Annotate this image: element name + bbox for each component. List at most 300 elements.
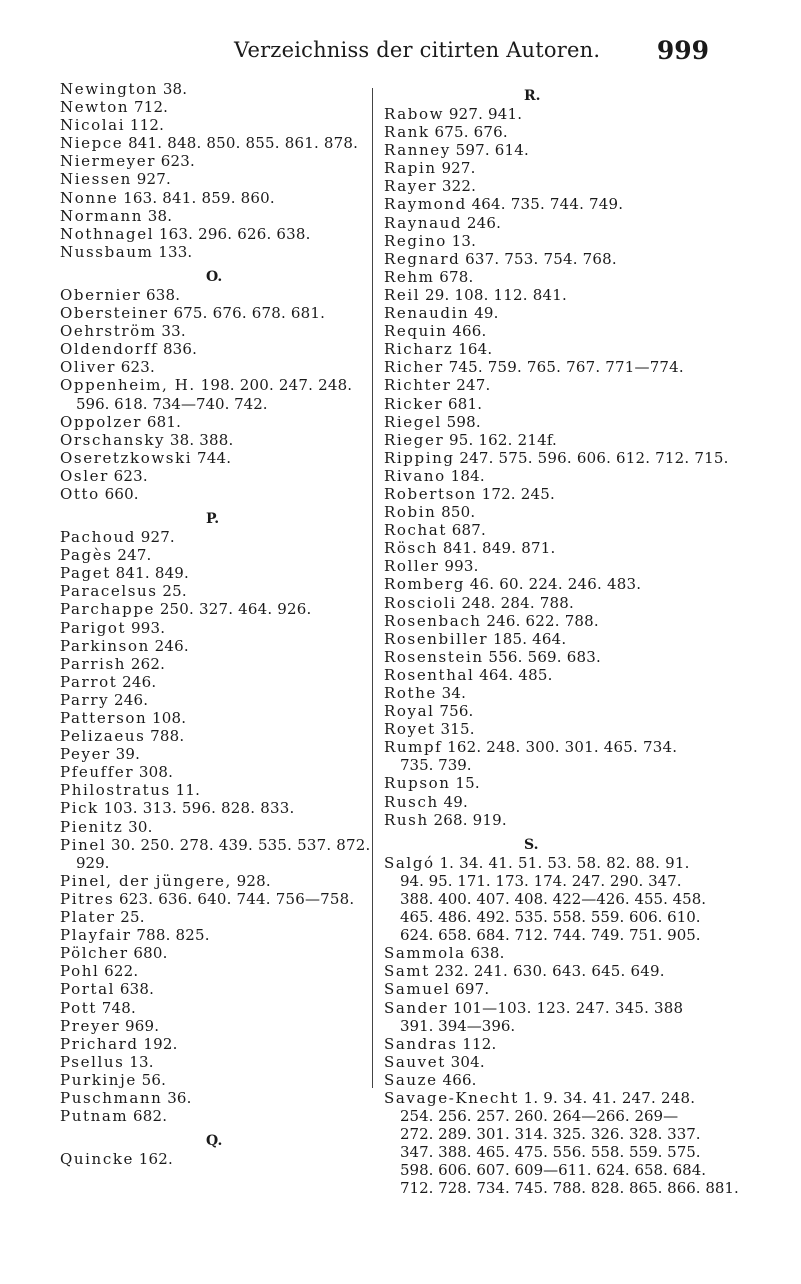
index-entry — [60, 431, 365, 449]
author-name: Pölcher — [60, 944, 129, 963]
index-entry — [384, 304, 744, 322]
author-name: Obernier — [60, 285, 142, 304]
index-entry — [60, 189, 365, 207]
page-references: 927. — [140, 528, 175, 547]
page-references: 163. 841. 859. 860. — [123, 188, 275, 207]
author-name: Samt — [384, 962, 430, 981]
page-references: 49. — [443, 792, 468, 811]
index-entry — [384, 557, 744, 575]
author-name: Portal — [60, 980, 116, 999]
index-entry — [60, 637, 365, 655]
author-name: Nussbaum — [60, 242, 154, 261]
page-references: 678. — [439, 267, 474, 286]
page-references: 623. — [113, 466, 148, 485]
index-entry — [60, 655, 365, 673]
index-entry — [384, 105, 744, 123]
index-entry — [60, 1053, 365, 1071]
index-entry — [384, 1071, 744, 1089]
author-name: Ricker — [384, 394, 444, 413]
author-name: Pienitz — [60, 817, 124, 836]
author-name: Pitres — [60, 889, 115, 908]
author-name: Putnam — [60, 1107, 129, 1126]
author-name: Reil — [384, 285, 421, 304]
author-name: Rumpf — [384, 738, 443, 757]
index-entry — [384, 503, 744, 521]
index-entry — [60, 673, 365, 691]
index-entry — [384, 232, 744, 250]
index-column-right — [384, 80, 744, 1198]
index-entry — [60, 962, 365, 980]
page-references: 184. — [450, 466, 485, 485]
page-references: 268. 919. — [433, 810, 507, 829]
index-entry — [384, 123, 744, 141]
index-entry — [60, 818, 365, 836]
index-entry — [384, 214, 744, 232]
page-references: 623. 636. 640. 744. 756—758. — [119, 889, 355, 908]
author-name: Rosenstein — [384, 647, 484, 666]
author-name: Parigot — [60, 618, 127, 637]
index-entry — [60, 546, 365, 564]
page-references: 623. — [160, 152, 195, 171]
author-name: Nicolai — [60, 116, 126, 135]
index-entry — [384, 944, 744, 962]
page-references: 638. — [146, 285, 181, 304]
index-entry — [60, 745, 365, 763]
author-name: Newington — [60, 80, 159, 98]
index-entry — [384, 854, 744, 872]
index-entry — [60, 449, 365, 467]
author-name: Savage-Knecht — [384, 1088, 519, 1107]
index-entry — [60, 134, 365, 152]
author-name: Raynaud — [384, 213, 463, 232]
index-column-left — [60, 80, 371, 1169]
author-name: Parrot — [60, 672, 118, 691]
index-entry — [384, 774, 744, 792]
page-references: 30. — [128, 817, 153, 836]
page-references: 13. — [129, 1052, 154, 1071]
index-entry — [60, 286, 365, 304]
author-name: Rabow — [384, 105, 445, 123]
page-references-continued: 388. 400. 407. 408. 422—426. 455. 458. — [400, 889, 707, 908]
page-references-continued: 712. 728. 734. 745. 788. 828. 865. 866. 881. — [400, 1179, 739, 1198]
author-name: Roscioli — [384, 593, 457, 612]
index-entry — [60, 980, 365, 998]
author-name: Patterson — [60, 709, 148, 727]
page-references: 681. — [448, 394, 483, 413]
page-references: 38. — [147, 206, 173, 225]
index-entry — [384, 980, 744, 998]
page-references: 637. 753. 754. 768. — [465, 249, 617, 268]
page-references-continued: 596. 618. 734—740. 742. — [76, 394, 268, 413]
page-references: 49. — [474, 304, 499, 323]
author-name: Rösch — [384, 539, 439, 558]
index-entry — [384, 358, 744, 376]
index-entry — [60, 170, 365, 188]
index-entry — [60, 243, 365, 261]
index-entry — [384, 999, 744, 1017]
author-name: Pick — [60, 799, 99, 818]
page-references: 103. 313. 596. 828. 833. — [103, 799, 295, 818]
page-references: 112. — [462, 1034, 497, 1053]
page-references: 248. 284. 788. — [461, 593, 574, 612]
index-entry — [60, 763, 365, 781]
author-name: Rosenbach — [384, 611, 482, 630]
author-name: Robin — [384, 503, 437, 522]
author-name: Riegel — [384, 412, 442, 431]
index-entry — [60, 727, 365, 745]
index-entry — [384, 612, 744, 630]
author-name: Niessen — [60, 170, 132, 189]
index-entry — [60, 413, 365, 431]
section-letter: R. — [524, 88, 541, 104]
author-name: Sandras — [384, 1034, 458, 1053]
page-references: 185. 464. — [492, 629, 567, 648]
page-references: 597. 614. — [455, 141, 530, 160]
page-references: 675. 676. 678. 681. — [173, 304, 326, 323]
page-references: 108. — [152, 709, 187, 727]
page-references: 25. — [120, 908, 145, 927]
page-references: 598. — [446, 412, 481, 431]
page-references: 112. — [129, 116, 165, 135]
index-entry — [60, 304, 365, 322]
author-name: Pfeuffer — [60, 763, 135, 782]
page-references: 464. 735. 744. 749. — [471, 195, 624, 214]
page-references: 927. 941. — [448, 105, 523, 123]
index-entry — [384, 1035, 744, 1053]
page-references: 969. — [125, 1016, 160, 1035]
author-name: Purkinje — [60, 1070, 137, 1089]
page-references: 246. — [466, 213, 502, 232]
author-name: Rosenbiller — [384, 629, 489, 648]
index-entry — [384, 630, 744, 648]
page-references-continued: 465. 486. 492. 535. 558. 559. 606. 610. — [400, 908, 701, 927]
index-entry — [60, 908, 365, 926]
index-entry — [384, 702, 744, 720]
author-name: Renaudin — [384, 304, 470, 323]
page-references: 993. — [130, 618, 166, 637]
index-entry — [384, 720, 744, 738]
section-letter: O. — [206, 268, 223, 285]
page-references: 660. — [104, 484, 139, 503]
author-name: Niepce — [60, 134, 124, 153]
author-name: Rosenthal — [384, 665, 475, 684]
author-name: Parkinson — [60, 636, 150, 655]
page-references: 687. — [451, 521, 486, 540]
author-name: Preyer — [60, 1016, 121, 1035]
page-references: 756. — [439, 702, 474, 721]
index-entry — [60, 926, 365, 944]
index-entry — [384, 286, 744, 304]
author-name: Playfair — [60, 926, 132, 945]
page-references: 850. — [441, 503, 476, 522]
author-name: Normann — [60, 206, 144, 225]
page-references: 1. 34. 41. 51. 53. 58. 82. 88. 91. — [439, 853, 690, 872]
author-name: Parry — [60, 690, 110, 709]
author-name: Robertson — [384, 484, 477, 503]
author-name: Niermeyer — [60, 152, 156, 171]
page-references: 162. 248. 300. 301. 465. 734. — [447, 738, 678, 757]
index-entry — [60, 709, 365, 727]
page-references: 198. 200. 247. 248. — [200, 376, 353, 395]
author-name: Regnard — [384, 249, 461, 268]
page-references: 638. — [470, 944, 505, 963]
running-title: Verzeichniss der citirten Autoren. — [234, 38, 601, 62]
section-letter: S. — [524, 836, 539, 853]
author-name: Samuel — [384, 980, 451, 999]
page-references: 304. — [450, 1052, 485, 1071]
index-entry — [384, 177, 744, 195]
page-references: 38. 388. — [169, 430, 234, 449]
index-entry — [60, 1089, 365, 1107]
page-references: 29. 108. 112. 841. — [424, 285, 567, 304]
author-name: Royal — [384, 702, 435, 721]
author-name: Oppolzer — [60, 412, 143, 431]
author-name: Pinel — [60, 835, 107, 854]
author-name: Plater — [60, 908, 116, 927]
index-entry — [60, 358, 365, 376]
page-references-continued: 272. 289. 301. 314. 325. 326. 328. 337. — [400, 1125, 701, 1144]
page-references: 162. — [138, 1150, 173, 1169]
page-references: 38. — [162, 80, 188, 98]
index-entry — [384, 521, 744, 539]
page-header — [0, 36, 801, 70]
page-references: 927. — [136, 170, 171, 189]
index-entry — [384, 449, 744, 467]
author-name: Rivano — [384, 466, 446, 485]
page-references: 133. — [158, 242, 193, 261]
index-entry — [384, 594, 744, 612]
page-references-continued: 624. 658. 684. 712. 744. 749. 751. 905. — [400, 926, 701, 945]
index-entry — [384, 485, 744, 503]
page-references: 841. 849. 871. — [442, 539, 556, 558]
page-references-continued: 735. 739. — [400, 756, 472, 775]
page-references: 556. 569. 683. — [488, 647, 601, 666]
author-name: Richer — [384, 358, 444, 377]
author-name: Sammola — [384, 944, 466, 963]
page-references: 36. — [167, 1088, 192, 1107]
page-references: 11. — [175, 781, 201, 800]
page-references: 745. 759. 765. 767. 771—774. — [448, 358, 684, 377]
index-entry — [60, 564, 365, 582]
index-entry — [384, 738, 744, 756]
page-references-continued: 254. 256. 257. 260. 264—266. 269— — [400, 1107, 679, 1126]
page-references: 1. 9. 34. 41. 247. 248. — [523, 1088, 696, 1107]
page-references: 46. 60. 224. 246. 483. — [469, 575, 642, 594]
author-name: Sauze — [384, 1070, 438, 1089]
author-name: Requin — [384, 322, 448, 341]
index-entry — [60, 691, 365, 709]
author-name: Quincke — [60, 1150, 134, 1169]
index-entry — [60, 890, 365, 908]
index-entry — [384, 684, 744, 702]
page-references: 34. — [441, 684, 467, 702]
author-name: Philostratus — [60, 781, 171, 800]
author-name: Otto — [60, 484, 100, 503]
section-letter: Q. — [206, 1133, 223, 1150]
index-entry — [384, 141, 744, 159]
author-name: Psellus — [60, 1052, 125, 1071]
index-entry — [60, 98, 365, 116]
author-name: Orschansky — [60, 430, 166, 449]
author-name: Sander — [384, 998, 449, 1017]
author-name: Peyer — [60, 745, 111, 764]
author-name: Rush — [384, 810, 429, 829]
page-references-continued: 598. 606. 607. 609—611. 624. 658. 684. — [400, 1161, 707, 1180]
index-entry — [384, 811, 744, 829]
page-references: 246. — [113, 690, 149, 709]
index-entry — [60, 619, 365, 637]
page-references: 680. — [133, 944, 168, 963]
index-entry — [60, 1035, 365, 1053]
page-references: 697. — [455, 980, 490, 999]
index-entry — [384, 195, 744, 213]
index-entry — [60, 1071, 365, 1089]
index-entry — [384, 376, 744, 394]
index-entry — [60, 1150, 365, 1168]
page-references-continued: 94. 95. 171. 173. 174. 247. 290. 347. — [400, 871, 682, 890]
author-name: Pinel, der jüngere, — [60, 871, 232, 890]
index-entry — [384, 539, 744, 557]
index-entry — [60, 376, 365, 394]
index-entry — [384, 575, 744, 593]
author-name: Oppenheim, H. — [60, 376, 196, 395]
index-entry — [384, 159, 744, 177]
index-entry — [60, 872, 365, 890]
index-entry — [60, 582, 365, 600]
index-entry — [60, 1017, 365, 1035]
page-references: 315. — [440, 720, 475, 739]
index-entry — [384, 340, 744, 358]
author-name: Newton — [60, 98, 130, 117]
author-name: Paracelsus — [60, 582, 158, 601]
page-references: 788. — [150, 727, 185, 746]
index-entry — [60, 207, 365, 225]
index-entry — [60, 799, 365, 817]
page-references: 246. 622. 788. — [486, 611, 599, 630]
page-references: 836. — [162, 340, 198, 359]
page-references: 30. 250. 278. 439. 535. 537. 872. — [111, 835, 371, 854]
index-entry — [60, 80, 365, 98]
author-name: Raymond — [384, 195, 467, 214]
author-name: Richter — [384, 376, 452, 395]
author-name: Pelizaeus — [60, 727, 146, 746]
page-references: 95. 162. 214f. — [449, 430, 558, 449]
author-name: Ranney — [384, 141, 451, 160]
author-name: Sauvet — [384, 1052, 446, 1071]
page-references: 262. — [130, 654, 166, 673]
author-name: Pagès — [60, 546, 113, 565]
page-references: 172. 245. — [481, 484, 555, 503]
page-references: 638. — [119, 980, 155, 999]
author-name: Pachoud — [60, 528, 136, 547]
page-references-continued: 391. 394—396. — [400, 1016, 516, 1035]
index-entry — [60, 999, 365, 1017]
page-references: 56. — [141, 1070, 167, 1089]
page-references: 164. — [458, 340, 493, 359]
author-name: Regino — [384, 231, 447, 250]
page-references: 246. — [154, 636, 189, 655]
page-references: 15. — [455, 774, 480, 793]
page-references: 841. 849. — [115, 564, 190, 583]
author-name: Osler — [60, 466, 109, 485]
page-references: 928. — [236, 871, 271, 890]
author-name: Oseretzkowski — [60, 448, 193, 467]
author-name: Rusch — [384, 792, 439, 811]
page-references: 744. — [196, 448, 232, 467]
author-name: Paget — [60, 564, 111, 583]
page-references: 246. — [122, 672, 157, 691]
author-name: Rayer — [384, 177, 438, 196]
index-entry — [60, 944, 365, 962]
index-entry — [384, 467, 744, 485]
page-references: 163. 296. 626. 638. — [158, 224, 311, 243]
page-references: 466. — [442, 1070, 477, 1089]
author-name: Rapin — [384, 159, 437, 178]
author-name: Prichard — [60, 1034, 139, 1053]
author-name: Salgó — [384, 853, 435, 872]
author-name: Rothe — [384, 684, 437, 702]
page-references: 322. — [441, 177, 477, 196]
index-entry — [384, 268, 744, 286]
author-name: Roller — [384, 557, 440, 576]
page-references: 675. 676. — [434, 123, 508, 142]
page-references: 748. — [101, 998, 136, 1017]
page-references: 308. — [138, 763, 174, 782]
page-references: 25. — [162, 582, 187, 601]
index-entry — [384, 962, 744, 980]
index-entry — [384, 648, 744, 666]
index-entry — [60, 340, 365, 358]
index-entry — [384, 793, 744, 811]
author-name: Oliver — [60, 358, 117, 377]
page-references: 466. — [452, 322, 487, 341]
index-entry — [60, 835, 371, 854]
index-entry — [384, 395, 744, 413]
index-entry — [60, 1107, 365, 1125]
page-references: 464. 485. — [479, 665, 553, 684]
author-name: Nonne — [60, 188, 119, 207]
page-references: 39. — [115, 745, 141, 764]
page-references: 712. — [133, 98, 169, 117]
index-entry — [60, 152, 365, 170]
page-references: 682. — [133, 1107, 168, 1126]
page-references-continued: 347. 388. 465. 475. 556. 558. 559. 575. — [400, 1143, 701, 1162]
index-entry — [60, 781, 365, 799]
author-name: Puschmann — [60, 1088, 163, 1107]
page-references: 192. — [143, 1034, 178, 1053]
column-divider — [372, 88, 373, 1088]
page-references: 13. — [451, 231, 477, 250]
page-references: 247. — [117, 546, 152, 565]
author-name: Richarz — [384, 340, 454, 359]
page-references: 247. 575. 596. 606. 612. 712. 715. — [459, 448, 729, 467]
page-references: 623. — [120, 358, 155, 377]
author-name: Rank — [384, 123, 430, 142]
page-number: 999 — [656, 36, 709, 65]
author-name: Nothnagel — [60, 224, 155, 243]
page-references-continued: 929. — [76, 853, 110, 872]
page-references: 101—103. 123. 247. 345. 388 — [452, 998, 684, 1017]
author-name: Parchappe — [60, 600, 156, 619]
index-entry — [384, 1089, 744, 1107]
author-name: Rochat — [384, 521, 447, 540]
index-entry — [60, 600, 365, 618]
author-name: Rupson — [384, 774, 451, 793]
index-entry — [60, 116, 365, 134]
index-entry — [384, 413, 744, 431]
index-entry — [60, 467, 365, 485]
index-entry — [60, 528, 365, 546]
